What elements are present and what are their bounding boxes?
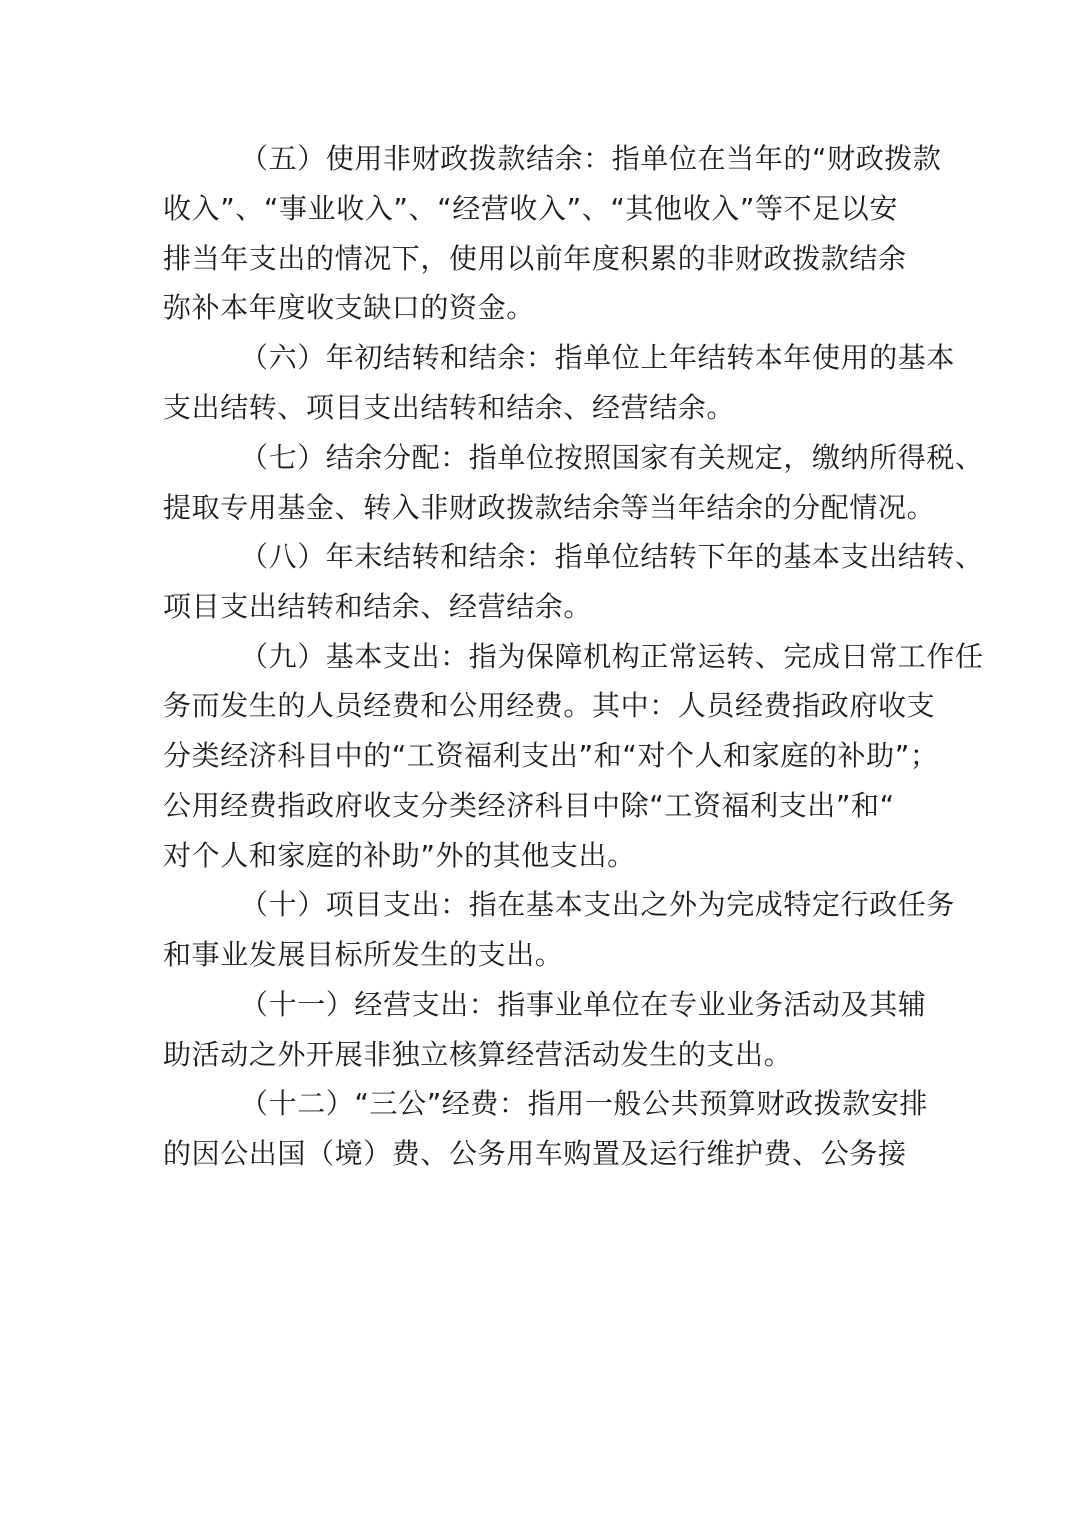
paragraph-9-line-3: 分类经济科目中的“工资福利支出”和“对个人和家庭的补助”； (163, 739, 939, 772)
paragraph-7-line-1: （七）结余分配：指单位按照国家有关规定，缴纳所得税、 (240, 441, 984, 474)
paragraph-8-line-2: 项目支出结转和结余、经营结余。 (163, 590, 593, 623)
paragraph-5-line-2: 收入”、“事业收入”、“经营收入”、“其他收入”等不足以安 (163, 192, 898, 225)
paragraph-5-line-4: 弥补本年度收支缺口的资金。 (163, 291, 535, 324)
paragraph-6-line-1: （六）年初结转和结余：指单位上年结转本年使用的基本 (240, 341, 956, 374)
paragraph-9-line-4: 公用经费指政府收支分类经济科目中除“工资福利支出”和“ (163, 789, 895, 822)
paragraph-10-line-2: 和事业发展目标所发生的支出。 (163, 938, 564, 971)
paragraph-12-line-2: 的因公出国（境）费、公务用车购置及运行维护费、公务接 (163, 1137, 907, 1170)
paragraph-9-line-2: 务而发生的人员经费和公用经费。其中：人员经费指政府收支 (163, 689, 936, 722)
paragraph-7-line-2: 提取专用基金、转入非财政拨款结余等当年结余的分配情况。 (163, 491, 936, 524)
paragraph-9-line-5: 对个人和家庭的补助”外的其他支出。 (163, 839, 636, 872)
paragraph-6-line-2: 支出结转、项目支出结转和结余、经营结余。 (163, 391, 736, 424)
paragraph-9-line-1: （九）基本支出：指为保障机构正常运转、完成日常工作任 (240, 640, 984, 673)
paragraph-12-line-1: （十二）“三公”经费：指用一般公共预算财政拨款安排 (240, 1087, 929, 1120)
paragraph-8-line-1: （八）年末结转和结余：指单位结转下年的基本支出结转、 (240, 540, 984, 573)
paragraph-10-line-1: （十）项目支出：指在基本支出之外为完成特定行政任务 (240, 888, 956, 921)
paragraph-11-line-1: （十一）经营支出：指事业单位在专业业务活动及其辅 (240, 988, 927, 1021)
paragraph-5-line-3: 排当年支出的情况下，使用以前年度积累的非财政拨款结余 (163, 242, 907, 275)
paragraph-5-line-1: （五）使用非财政拨款结余：指单位在当年的“财政拨款 (240, 142, 942, 175)
paragraph-11-line-2: 助活动之外开展非独立核算经营活动发生的支出。 (163, 1038, 793, 1071)
